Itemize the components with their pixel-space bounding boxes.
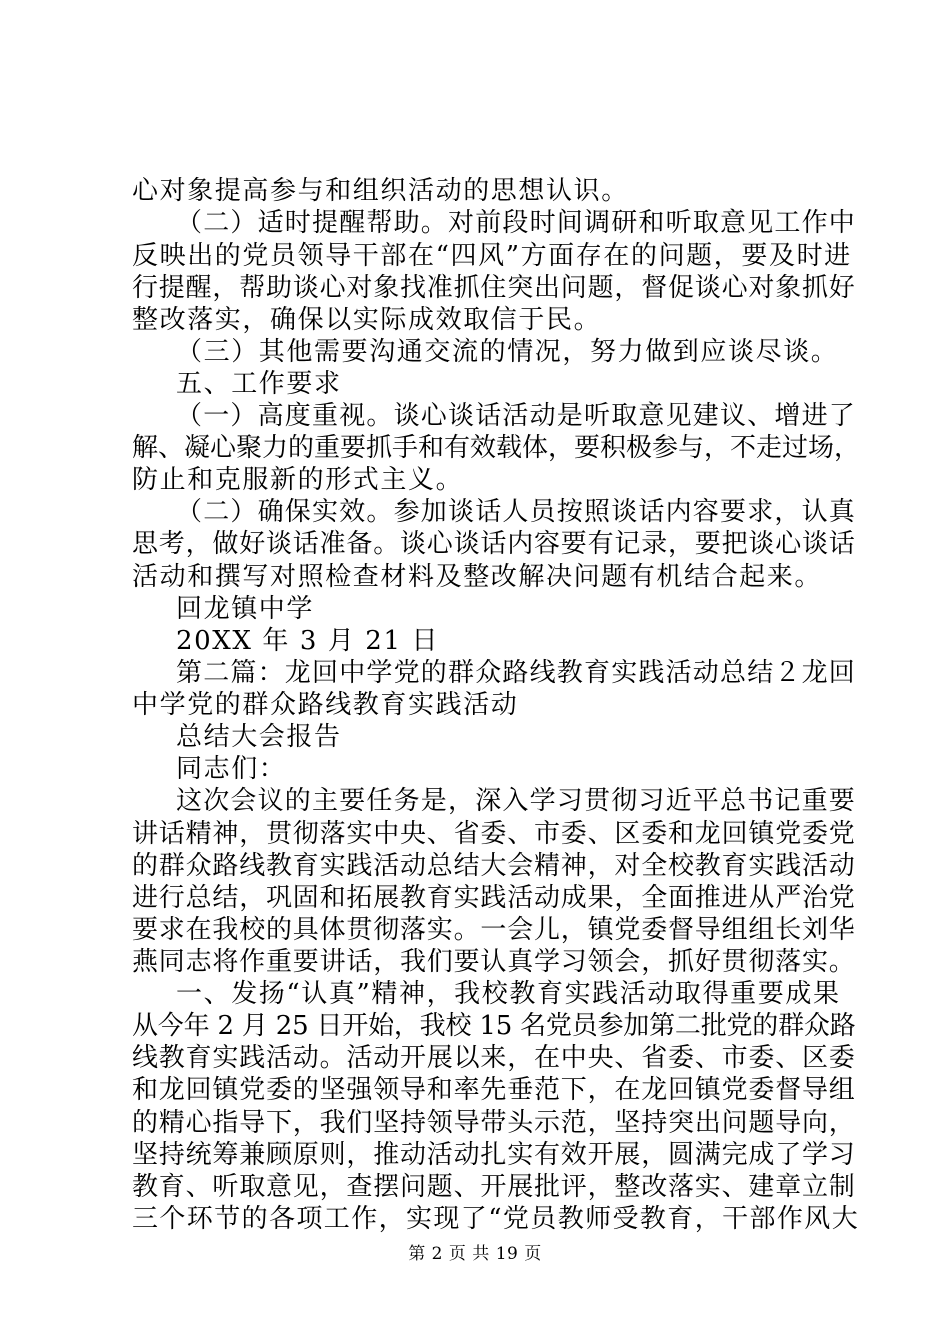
text-line: 讲话精神，贯彻落实中央、省委、市委、区委和龙回镇党委党 [132,819,856,849]
text-line: 解、凝心聚力的重要抓手和有效载体，要积极参与，不走过场， [132,433,861,463]
text-line: 燕同志将作重要讲话，我们要认真学习领会，抓好贯彻落实。 [132,947,856,977]
chapter-title: 第二篇：龙回中学党的群众路线教育实践活动总结２龙回 [176,658,857,688]
section-heading: 五、工作要求 [176,369,342,399]
salutation: 同志们： [176,754,287,784]
text-line: （二）适时提醒帮助。对前段时间调研和听取意见工作中 [176,208,857,238]
text-line: （三）其他需要沟通交流的情况，努力做到应谈尽谈。 [176,337,839,367]
text-line: 思考，做好谈话准备。谈心谈话内容要有记录，要把谈心谈话 [132,529,856,559]
text-line: （二）确保实效。参加谈话人员按照谈话内容要求，认真 [176,497,857,527]
text-line: 行提醒，帮助谈心对象找准抓住突出问题，督促谈心对象抓好 [132,273,856,303]
text-line: 进行总结，巩固和拓展教育实践活动成果，全面推进从严治党 [132,883,856,913]
section-heading: 一、发扬“认真”精神，我校教育实践活动取得重要成果 [176,979,841,1009]
chapter-title: 中学党的群众路线教育实践活动 [132,690,519,720]
text-line: 要求在我校的具体贯彻落实。一会儿，镇党委督导组组长刘华 [132,915,856,945]
signature-date: 20XX 年 3 月 21 日 [176,626,440,656]
text-line: 的精心指导下，我们坚持领导带头示范，坚持突出问题导向， [132,1108,856,1138]
text-line: 的群众路线教育实践活动总结大会精神，对全校教育实践活动 [132,851,856,881]
text-line: 教育、听取意见，查摆问题、开展批评，整改落实、建章立制 [132,1172,856,1202]
text-line: 心对象提高参与和组织活动的思想认识。 [132,176,629,206]
signature-org: 回龙镇中学 [176,594,315,624]
page-number-footer: 第 2 页 共 19 页 [408,1244,542,1264]
text-line: 这次会议的主要任务是，深入学习贯彻习近平总书记重要 [176,786,857,816]
text-line: 从今年 2 月 25 日开始，我校 15 名党员参加第二批党的群众路 [132,1011,856,1041]
text-line: 三个环节的各项工作，实现了“党员教师受教育，干部作风大 [132,1204,860,1234]
text-line: 反映出的党员领导干部在“四风”方面存在的问题，要及时进 [132,241,852,271]
report-title: 总结大会报告 [176,722,342,752]
text-line: 活动和撰写对照检查材料及整改解决问题有机结合起来。 [132,562,823,592]
text-line: 和龙回镇党委的坚强领导和率先垂范下，在龙回镇党委督导组 [132,1075,856,1105]
text-line: （一）高度重视。谈心谈话活动是听取意见建议、增进了 [176,401,857,431]
text-line: 防止和克服新的形式主义。 [132,465,464,495]
text-line: 线教育实践活动。活动开展以来，在中央、省委、市委、区委 [132,1043,856,1073]
text-line: 坚持统筹兼顾原则，推动活动扎实有效开展，圆满完成了学习 [132,1140,856,1170]
text-line: 整改落实，确保以实际成效取信于民。 [132,305,602,335]
